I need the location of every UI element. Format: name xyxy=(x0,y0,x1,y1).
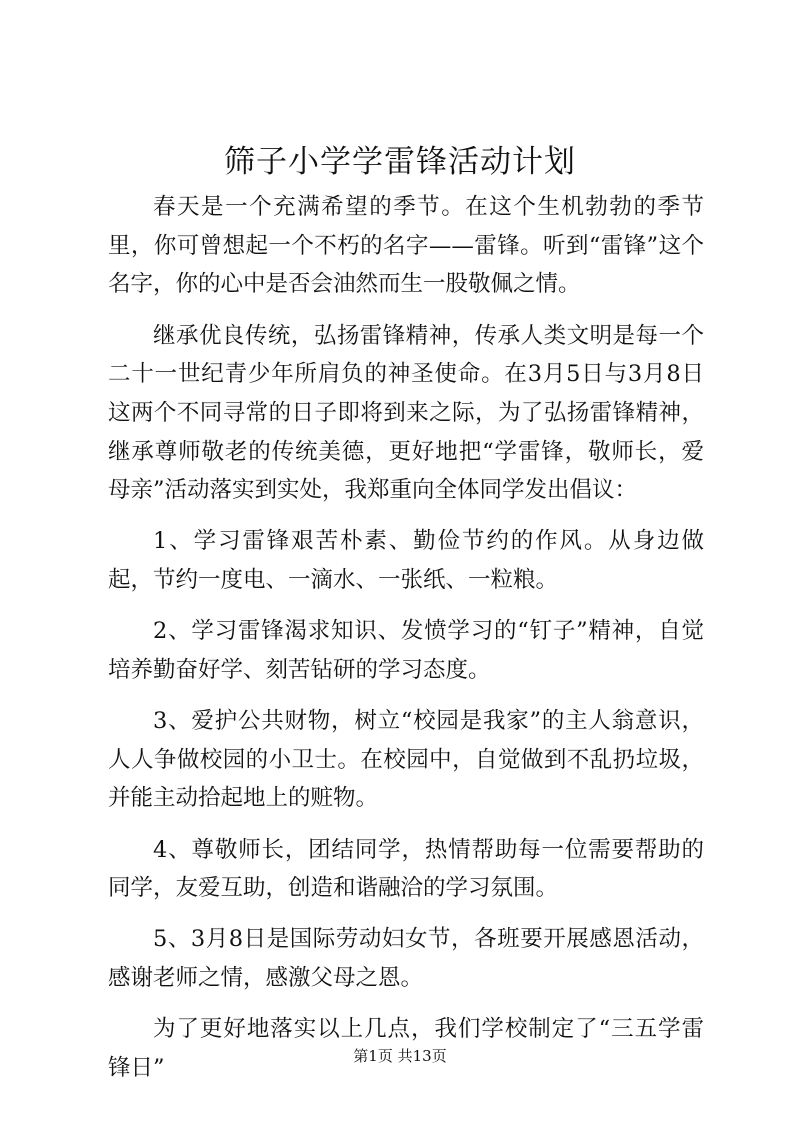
paragraph-item-5: 5、3月8日是国际劳动妇女节，各班要开展感恩活动，感谢老师之情，感激父母之恩。 xyxy=(108,926,704,991)
document-title: 筛子小学学雷锋活动计划 xyxy=(224,144,576,180)
paragraph-item-2: 2、学习雷锋渴求知识、发愤学习的“钉子”精神，自觉培养勤奋好学、刻苦钻研的学习态度。 xyxy=(108,618,704,683)
paragraph-item-1: 1、学习雷锋艰苦朴素、勤俭节约的作风。从身边做起，节约一度电、一滴水、一张纸、一粒粮。 xyxy=(108,528,704,594)
document-body xyxy=(108,188,704,1100)
page-number-footer: 第1页 共13页 xyxy=(353,1047,447,1065)
paragraph-proposal: 继承优良传统，弘扬雷锋精神，传承人类文明是每一个二十一世纪青少年所肩负的神圣使命。在3月5日与3月8日这两个不同寻常的日子即将到来之际，为了弘扬雷锋精神，继承尊师敬老的传统美德，更好地把“学雷锋，敬师长，爱母亲”活动落实到实处，我郑重向全体同学发出倡议： xyxy=(108,322,704,504)
paragraph-item-4: 4、尊敬师长，团结同学，热情帮助每一位需要帮助的同学，友爱互助，创造和谐融洽的学习氛围。 xyxy=(108,836,704,902)
paragraph-item-3: 3、爱护公共财物，树立“校园是我家”的主人翁意识，人人争做校园的小卫士。在校园中，自觉做到不乱扔垃圾，并能主动拾起地上的赃物。 xyxy=(108,708,704,812)
paragraph-closing: 为了更好地落实以上几点，我们学校制定了“三五学雷锋日” xyxy=(108,1016,704,1081)
paragraph-intro: 春天是一个充满希望的季节。在这个生机勃勃的季节里，你可曾想起一个不朽的名字——雷锋。听到“雷锋”这个名字，你的心中是否会油然而生一股敬佩之情。 xyxy=(108,194,704,298)
